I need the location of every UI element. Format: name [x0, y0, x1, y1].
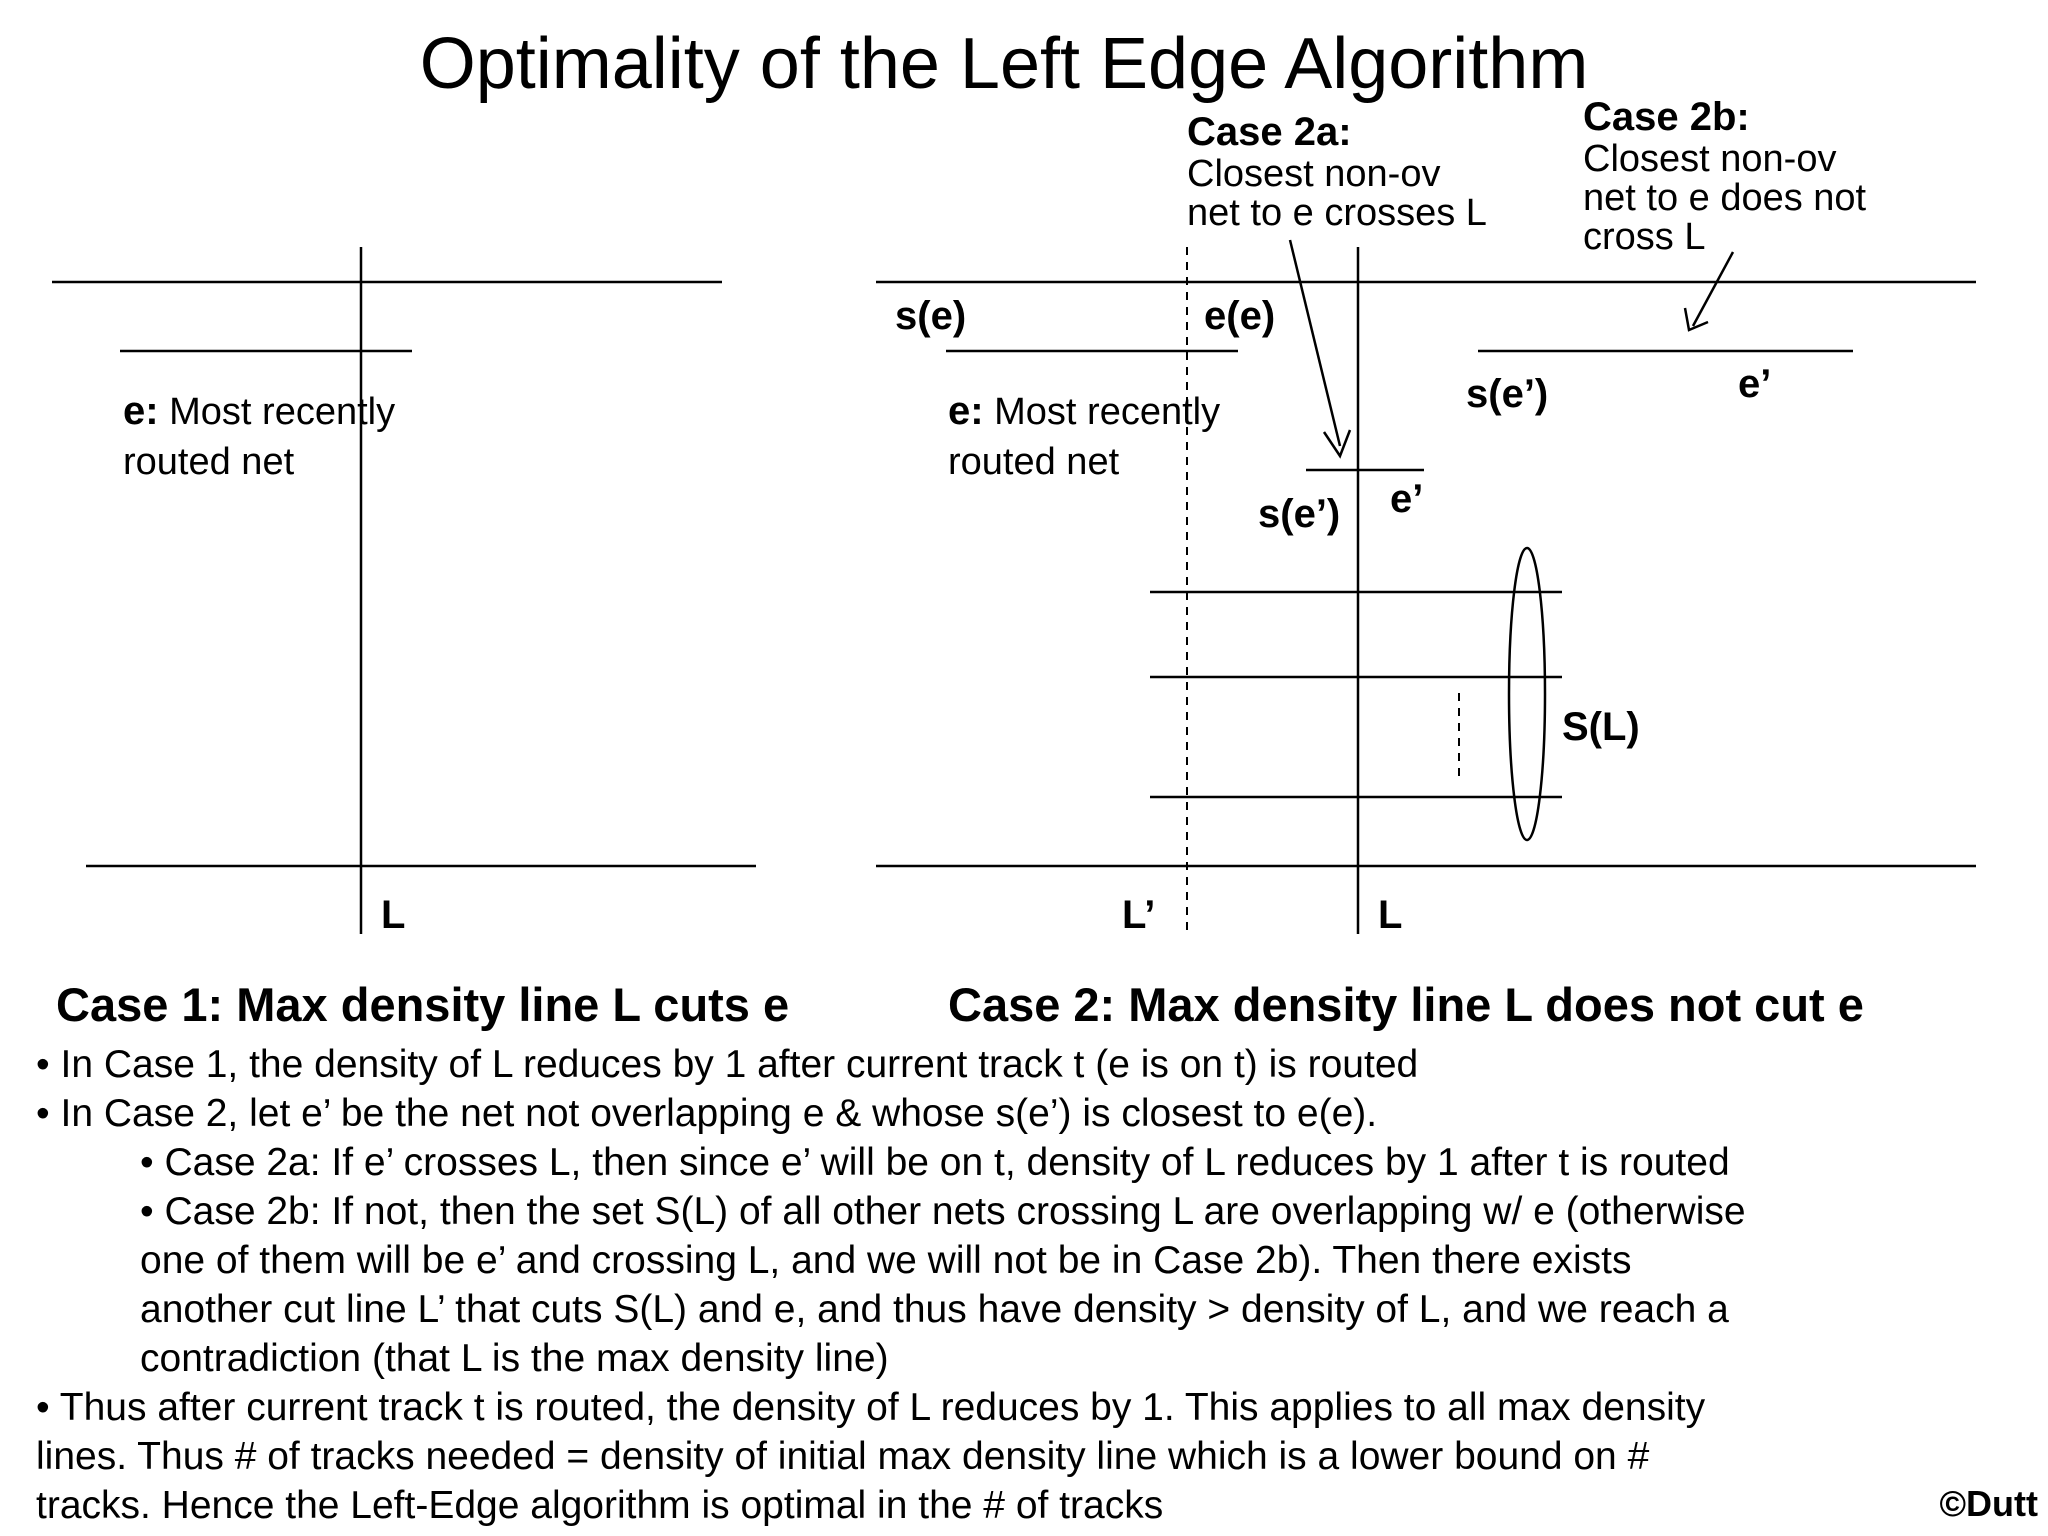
case2b-arrow	[1693, 252, 1733, 326]
page-title: Optimality of the Left Edge Algorithm	[419, 24, 1589, 104]
bullet-case2b: • Case 2b: If not, then the set S(L) of all other nets crossing L are overlapping w/ e (otherwise	[140, 1190, 1746, 1233]
bullet-case2b-cont3: contradiction (that L is the max density line)	[140, 1337, 889, 1380]
case1-note-line1: Most recently	[158, 391, 396, 433]
case2a-line1: Closest non-ov	[1187, 153, 1441, 195]
bullet-case2: • In Case 2, let e’ be the net not overlapping e & whose s(e’) is closest to e(e).	[36, 1092, 1378, 1135]
case1-heading: Case 1: Max density line L cuts e	[56, 978, 790, 1031]
case2-heading: Case 2: Max density line L does not cut e	[948, 978, 1864, 1031]
label-S-L: S(L)	[1562, 705, 1640, 749]
case1-note-line2: routed net	[123, 441, 295, 483]
case2b-line3: cross L	[1583, 216, 1706, 258]
case2b-title: Case 2b:	[1583, 95, 1750, 139]
case2a-title: Case 2a:	[1187, 110, 1352, 154]
case2-note-line2: routed net	[948, 441, 1120, 483]
bullet-case2a: • Case 2a: If e’ crosses L, then since e’ will be on t, density of L reduces by 1 after t is routed	[140, 1141, 1730, 1184]
case2-note-e: e:	[948, 389, 984, 433]
case2-note-line1: Most recently	[983, 391, 1221, 433]
case2-diagram	[876, 95, 1976, 937]
case2-net-note	[948, 389, 1220, 433]
case2a-arrow	[1290, 240, 1340, 446]
label-L-prime: L’	[1122, 893, 1156, 937]
label-e-prime-2b: e’	[1738, 362, 1772, 406]
label-s-e: s(e)	[895, 294, 967, 338]
case2a-line2: net to e crosses L	[1187, 192, 1487, 234]
case1-L-label: L	[381, 893, 406, 937]
label-s-e-prime-2a: s(e’)	[1258, 492, 1341, 536]
label-s-e-prime-2b: s(e’)	[1466, 372, 1549, 416]
copyright: ©Dutt	[1939, 1483, 2038, 1524]
case1-net-note	[123, 389, 395, 433]
bullet-conclusion-cont2: tracks. Hence the Left-Edge algorithm is optimal in the # of tracks	[36, 1484, 1164, 1527]
label-e-e: e(e)	[1204, 294, 1276, 338]
case1-note-e: e:	[123, 389, 159, 433]
explanation-text	[0, 1040, 2048, 1536]
case1-diagram	[52, 247, 756, 937]
bullet-case2b-cont1: one of them will be e’ and crossing L, and we will not be in Case 2b). Then there exists	[140, 1239, 1632, 1282]
bullet-conclusion-cont1: lines. Thus # of tracks needed = density of initial max density line which is a lower bound on #	[36, 1435, 1650, 1478]
label-e-prime-2a: e’	[1390, 477, 1424, 521]
bullet-case2b-cont2: another cut line L’ that cuts S(L) and e, and thus have density > density of L, and we reach a	[140, 1288, 1729, 1331]
case2b-line1: Closest non-ov	[1583, 138, 1837, 180]
label-L: L	[1378, 893, 1403, 937]
bullet-case1: • In Case 1, the density of L reduces by 1 after current track t (e is on t) is routed	[36, 1043, 1419, 1086]
case2b-line2: net to e does not	[1583, 177, 1867, 219]
bullet-conclusion: • Thus after current track t is routed, the density of L reduces by 1. This applies to all max density	[36, 1386, 1706, 1429]
